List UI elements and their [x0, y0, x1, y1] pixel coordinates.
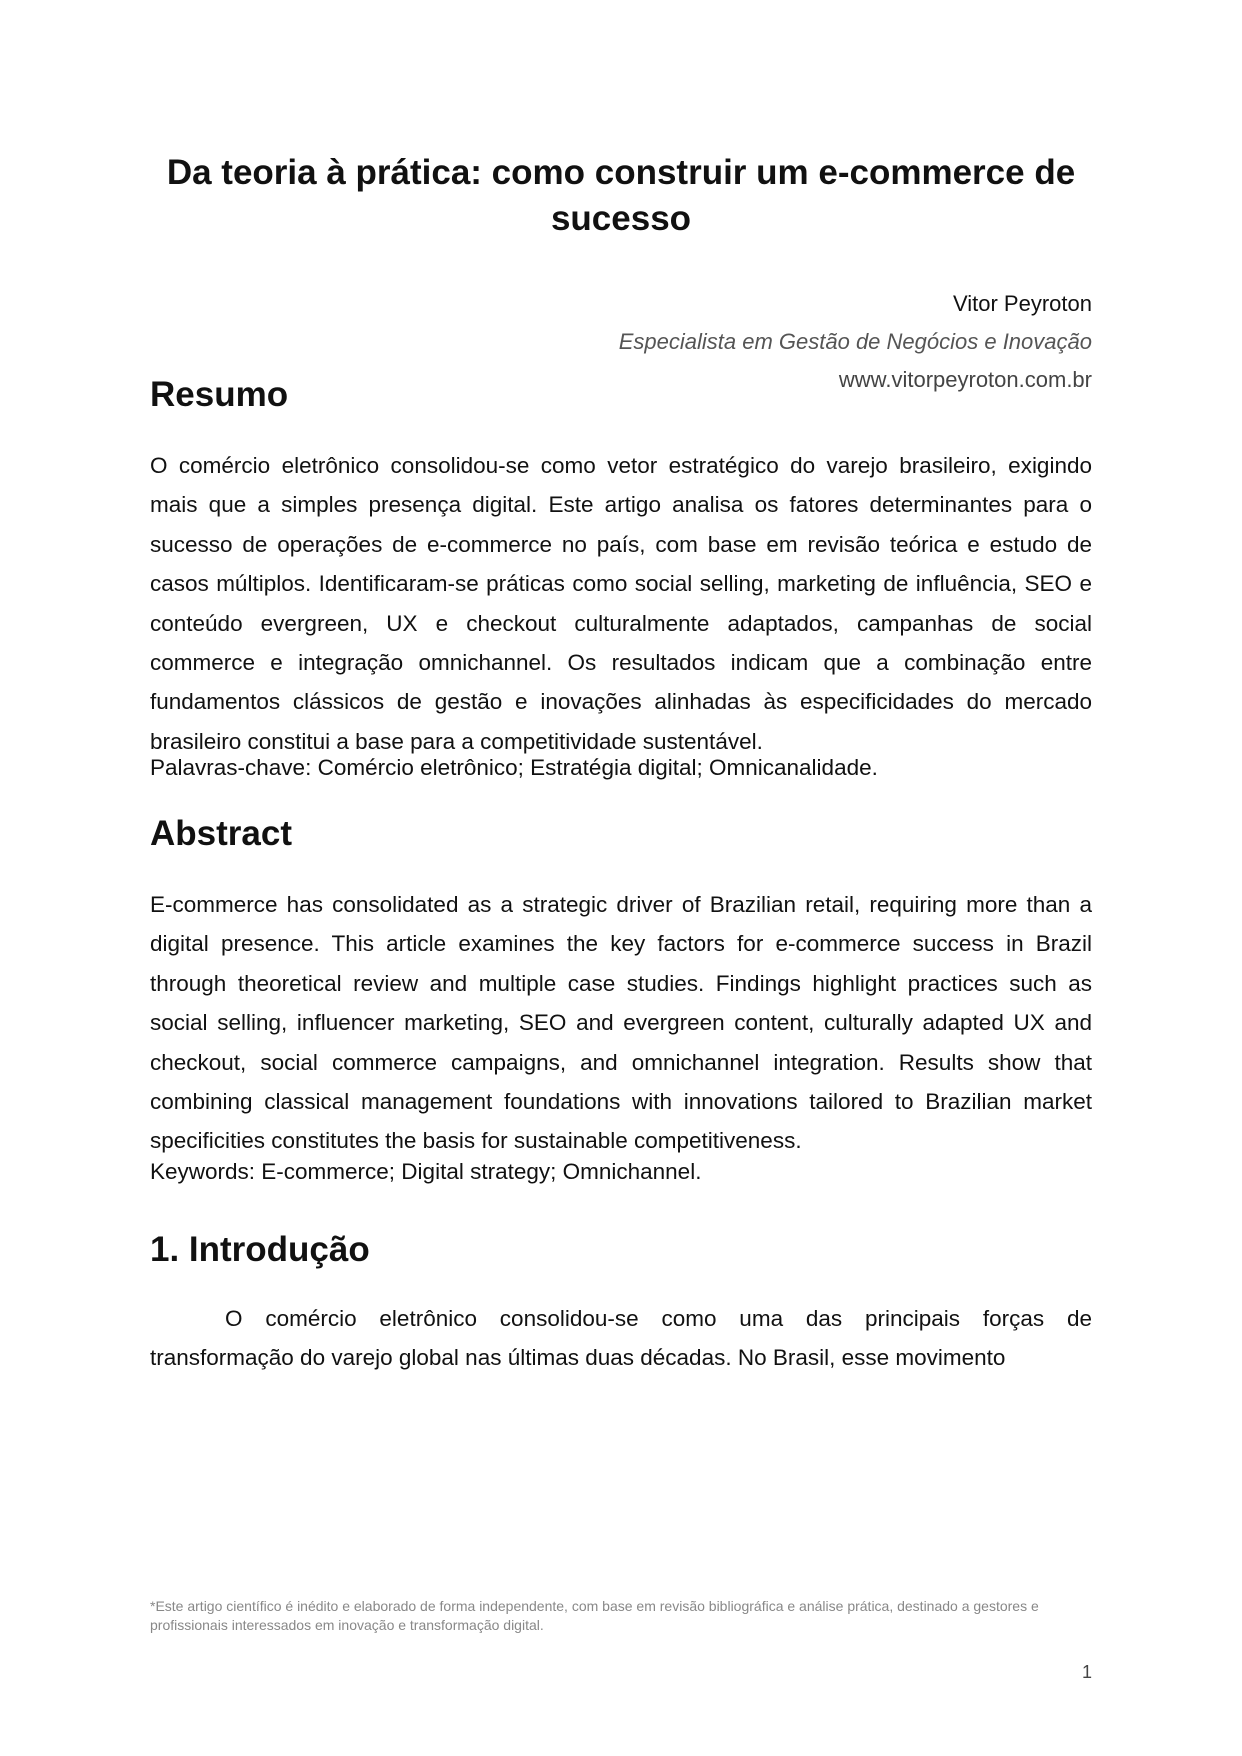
- resumo-body: O comércio eletrônico consolidou-se como vetor estratégico do varejo brasileiro, exigindo mais que a simples presença digital. Este artigo analisa os fatores determinantes para o sucesso de operações de e-commerce no país, com base em revisão teórica e estudo de casos múltiplos. Identificaram-se práticas como social selling, marketing de influência, SEO e conteúdo evergreen, UX e checkout culturalmente adaptados, campanhas de social commerce e integração omnichannel. Os resultados indicam que a combinação entre fundamentos clássicos de gestão e inovações alinhadas às especificidades do mercado brasileiro constitui a base para a competitividade sustentável.: [150, 453, 1092, 754]
- page-number: 1: [1081, 1662, 1092, 1682]
- author-name: Vitor Peyroton: [952, 291, 1092, 316]
- resumo-keywords: Palavras-chave: Comércio eletrônico; Estratégia digital; Omnicanalidade.: [150, 755, 878, 780]
- author-website: www.vitorpeyroton.com.br: [838, 367, 1092, 392]
- abstract-keywords: Keywords: E-commerce; Digital strategy; Omnichannel.: [150, 1159, 702, 1184]
- abstract-heading: Abstract: [150, 814, 292, 853]
- introduction-heading: 1. Introdução: [150, 1230, 370, 1269]
- introduction-body: O comércio eletrônico consolidou-se como uma das principais forças de transformação do varejo global nas últimas duas décadas. No Brasil, esse movimento: [150, 1306, 1092, 1371]
- author-affiliation: Especialista em Gestão de Negócios e Inovação: [618, 329, 1092, 354]
- author-block: [150, 285, 1092, 399]
- footnote: *Este artigo científico é inédito e elaborado de forma independente, com base em revisão bibliográfica e análise prática, destinado a gestores e profissionais interessados em inovação e transformação digital.: [150, 1598, 1039, 1633]
- resumo-heading: Resumo: [150, 375, 289, 414]
- abstract-body: E-commerce has consolidated as a strategic driver of Brazilian retail, requiring more than a digital presence. This article examines the key factors for e-commerce success in Brazil through theoretical review and multiple case studies. Findings highlight practices such as social selling, influencer marketing, SEO and evergreen content, culturally adapted UX and checkout, social commerce campaigns, and omnichannel integration. Results show that combining classical management foundations with innovations tailored to Brazilian market specificities constitutes the basis for sustainable competitiveness.: [150, 892, 1092, 1154]
- article-title: Da teoria à prática: como construir um e-commerce de sucesso: [166, 153, 1076, 238]
